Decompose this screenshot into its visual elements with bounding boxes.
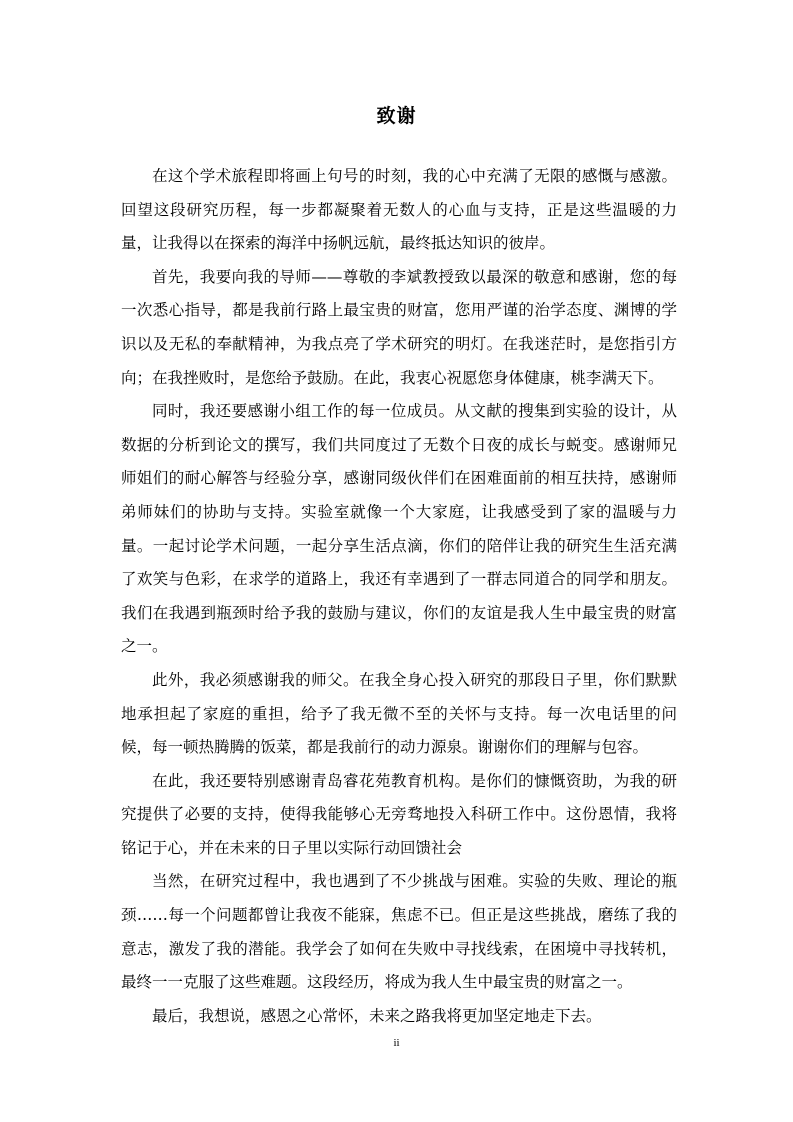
paragraph-family: 此外，我必须感谢我的师父。在我全身心投入研究的那段日子里，你们默默地承担起了家庭的重担，给予了我无微不至的关怀与支持。每一次电话里的问候，每一顿热腾腾的饭菜，都是我前行的动力源泉。谢谢你们的理解与包容。 xyxy=(121,670,677,757)
acknowledgement-body xyxy=(121,160,677,1033)
paragraph-intro: 在这个学术旅程即将画上句号的时刻，我的心中充满了无限的感慨与感激。回望这段研究历程，每一步都凝聚着无数人的心血与支持，正是这些温暖的力量，让我得以在探索的海洋中扬帆远航，最终抵达知识的彼岸。 xyxy=(121,167,677,253)
paragraph-challenges: 当然，在研究过程中，我也遇到了不少挑战与困难。实验的失败、理论的瓶颈……每一个问题都曾让我夜不能寐，焦虑不已。但正是这些挑战，磨练了我的意志，激发了我的潜能。我学会了如何在失败中寻找线索，在困境中寻找转机，最终一一克服了这些难题。这段经历，将成为我人生中最宝贵的财富之一。 xyxy=(121,872,677,992)
paragraph-team: 同时，我还要感谢小组工作的每一位成员。从文献的搜集到实验的设计，从数据的分析到论文的撰写，我们共同度过了无数个日夜的成长与蜕变。感谢师兄师姐们的耐心解答与经验分享，感谢同级伙伴们在困难面前的相互扶持，感谢师弟师妹们的协助与支持。实验室就像一个大家庭，让我感受到了家的温暖与力量。一起讨论学术问题，一起分享生活点滴，你们的陪伴让我的研究生生活充满了欢笑与色彩，在求学的道路上，我还有幸遇到了一群志同道合的同学和朋友。我们在我遇到瓶颈时给予我的鼓励与建议，你们的友谊是我人生中最宝贵的财富之一。 xyxy=(121,402,677,656)
page-title: 致谢 xyxy=(376,105,417,127)
paragraph-closing: 最后，我想说，感恩之心常怀，未来之路我将更加坚定地走下去。 xyxy=(152,1006,602,1025)
paragraph-sponsor: 在此，我还要特别感谢青岛睿花苑教育机构。是你们的慷慨资助，为我的研究提供了必要的支持，使得我能够心无旁骛地投入科研工作中。这份恩情，我将铭记于心，并在未来的日子里以实际行动回馈社会 xyxy=(121,771,677,857)
page-number: ii xyxy=(393,1037,400,1049)
paragraph-advisor: 首先，我要向我的导师——尊敬的李斌教授致以最深的敬意和感谢，您的每一次悉心指导，都是我前行路上最宝贵的财富，您用严谨的治学态度、渊博的学识以及无私的奉献精神，为我点亮了学术研究的明灯。在我迷茫时，是您指引方向；在我挫败时，是您给予鼓励。在此，我衷心祝愿您身体健康，桃李满天下。 xyxy=(121,267,677,387)
